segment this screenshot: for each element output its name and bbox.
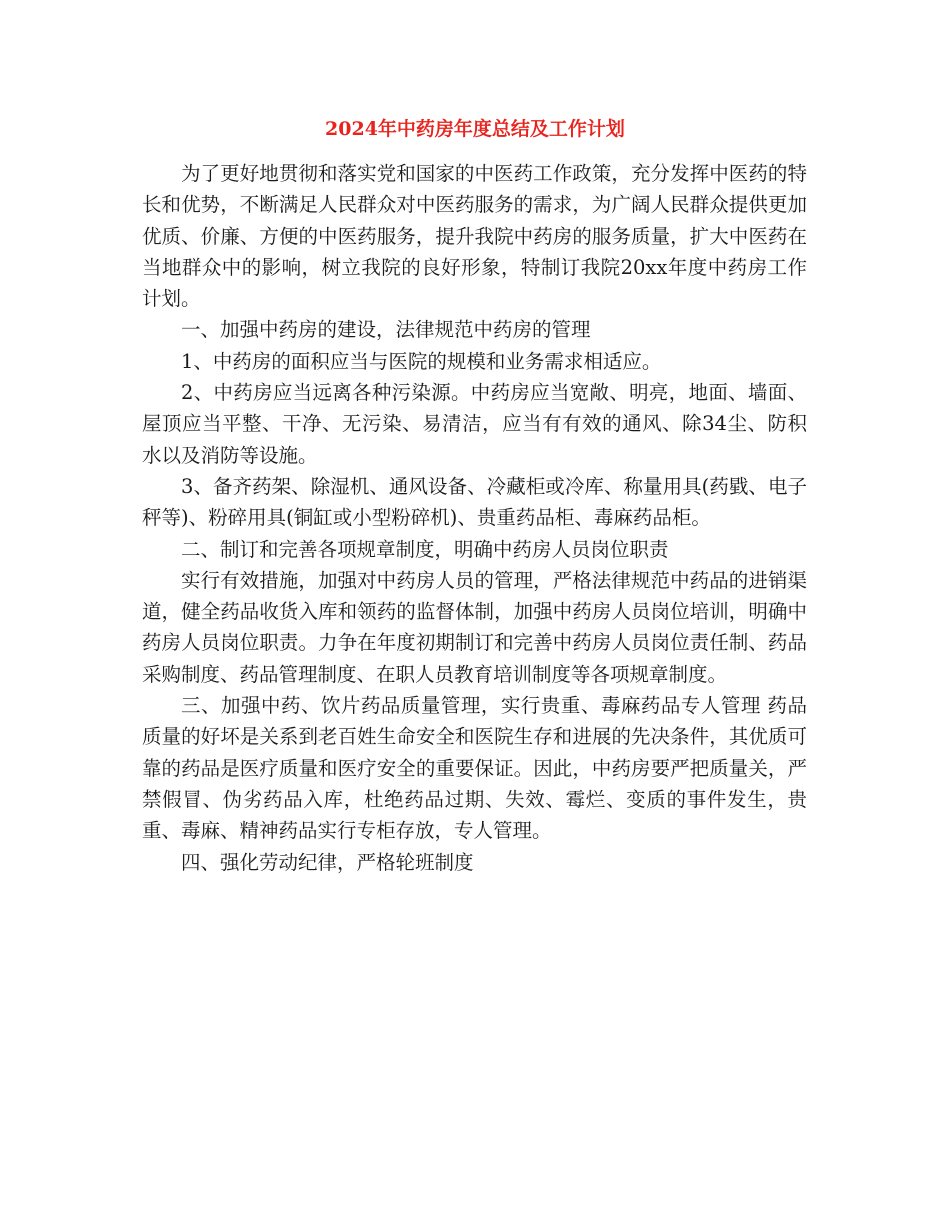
paragraph-section-2: 实行有效措施，加强对中药房人员的管理，严格法律规范中药品的进销渠道，健全药品收货入库和领药的监督体制，加强中药房人员岗位培训，明确中药房人员岗位职责。力争在年度初期制订和完善中药房人员岗位责任制、药品采购制度、药品管理制度、在职人员教育培训制度等各项规章制度。 <box>142 568 807 686</box>
document-title: 2024年中药房年度总结及工作计划 <box>325 118 625 140</box>
paragraph-section-3: 三、加强中药、饮片药品质量管理，实行贵重、毒麻药品专人管理 药品质量的好坏是关系到老百姓生命安全和医院生存和进展的先决条件，其优质可靠的药品是医疗质量和医疗安全的重要保证。因此，中药房要严把质量关，严禁假冒、伪劣药品入库，杜绝药品过期、失效、霉烂、变质的事件发生，贵重、毒麻、精神药品实行专柜存放，专人管理。 <box>142 694 807 843</box>
list-item-1: 1、中药房的面积应当与医院的规模和业务需求相适应。 <box>181 349 662 373</box>
list-item-2: 2、中药房应当远离各种污染源。中药房应当宽敞、明亮，地面、墙面、屋顶应当平整、干净、无污染、易清洁，应当有有效的通风、除34尘、防积水以及消防等设施。 <box>142 381 807 467</box>
section-heading-4: 四、强化劳动纪律，严格轮班制度 <box>181 850 474 874</box>
paragraph-intro: 为了更好地贯彻和落实党和国家的中医药工作政策，充分发挥中医药的特长和优势，不断满足人民群众对中医药服务的需求，为广阔人民群众提供更加优质、价廉、方便的中医药服务，提升我院中药房的服务质量，扩大中医药在当地群众中的影响，树立我院的良好形象，特制订我院20xx年度中药房工作计划。 <box>142 162 807 311</box>
section-heading-1: 一、加强中药房的建设，法律规范中药房的管理 <box>181 318 591 342</box>
section-heading-2: 二、制订和完善各项规章制度，明确中药房人员岗位职责 <box>181 537 669 561</box>
document-body <box>142 158 807 878</box>
list-item-3: 3、备齐药架、除湿机、通风设备、冷藏柜或冷库、称量用具(药戥、电子秤等)、粉碎用具(铜缸或小型粉碎机)、贵重药品柜、毒麻药品柜。 <box>142 474 807 530</box>
